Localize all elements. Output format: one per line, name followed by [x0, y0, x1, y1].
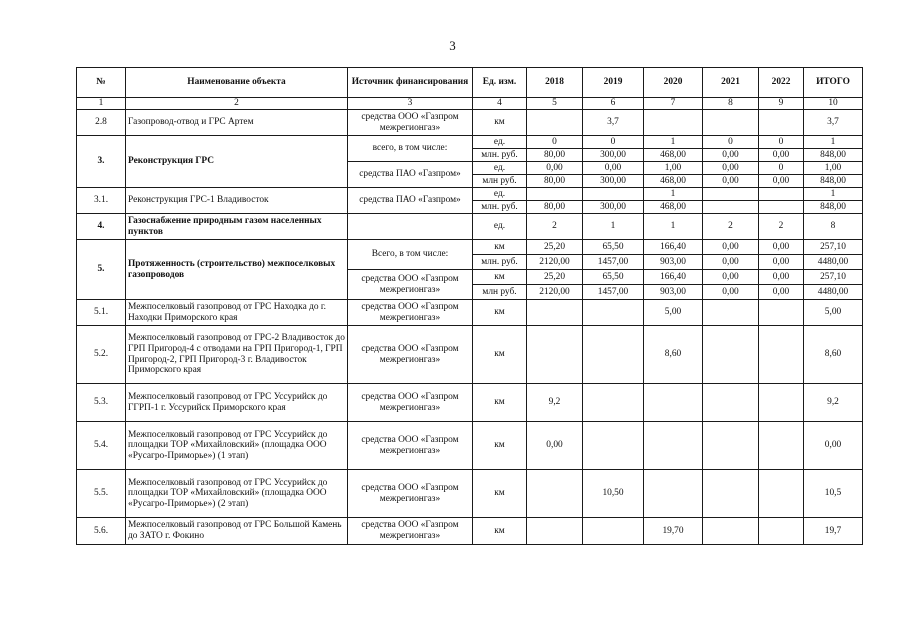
value-2019: 0	[583, 136, 644, 149]
value-2021	[703, 470, 759, 518]
unit: км	[473, 518, 527, 545]
value-2021: 0,00	[703, 149, 759, 162]
value-2019: 65,50	[583, 270, 644, 285]
table-row	[77, 470, 863, 518]
value-2022	[759, 422, 804, 470]
object-name: Межпоселковый газопровод от ГРС-2 Владивосток до ГРП Пригород-4 с отводами на ГРП Пригород-1, ГРП Пригород-2, ГРП Пригород-3 г. Владивосток Приморского края	[126, 326, 348, 384]
unit: км	[473, 270, 527, 285]
value-total: 9,2	[804, 384, 863, 422]
value-2020	[644, 110, 703, 136]
unit: км	[473, 110, 527, 136]
object-name: Газопровод-отвод и ГРС Артем	[126, 110, 348, 136]
unit: км	[473, 326, 527, 384]
table-row	[77, 384, 863, 422]
value-2022: 0,00	[759, 270, 804, 285]
unit: млн руб.	[473, 285, 527, 300]
value-2022: 2	[759, 214, 804, 240]
value-2019	[583, 384, 644, 422]
value-2018: 80,00	[527, 149, 583, 162]
value-2021: 0,00	[703, 175, 759, 188]
value-2021	[703, 422, 759, 470]
value-2020: 903,00	[644, 285, 703, 300]
value-2019: 1	[583, 214, 644, 240]
value-2021	[703, 384, 759, 422]
unit: млн. руб.	[473, 201, 527, 214]
header-row	[77, 68, 863, 98]
funding-source	[348, 214, 473, 240]
row-number: 5.3.	[77, 384, 126, 422]
header-source: Источник финансирования	[348, 68, 473, 98]
value-2019	[583, 326, 644, 384]
row-number: 5.4.	[77, 422, 126, 470]
value-2022	[759, 201, 804, 214]
col-number: 5	[527, 98, 583, 110]
value-2020: 1	[644, 214, 703, 240]
value-2020: 468,00	[644, 201, 703, 214]
unit: ед.	[473, 136, 527, 149]
funding-source: средства ООО «Газпром межрегионгаз»	[348, 422, 473, 470]
value-2018	[527, 470, 583, 518]
col-number: 1	[77, 98, 126, 110]
unit: км	[473, 240, 527, 255]
value-2019: 3,7	[583, 110, 644, 136]
value-total: 257,10	[804, 240, 863, 255]
col-number: 8	[703, 98, 759, 110]
value-2022	[759, 470, 804, 518]
col-number: 2	[126, 98, 348, 110]
row-number: 5.2.	[77, 326, 126, 384]
table-row	[77, 422, 863, 470]
unit: ед.	[473, 214, 527, 240]
row-number: 4.	[77, 214, 126, 240]
value-total: 1	[804, 136, 863, 149]
table-row	[77, 326, 863, 384]
value-2021	[703, 188, 759, 201]
value-total: 5,00	[804, 300, 863, 326]
table-row	[77, 188, 863, 201]
table-row	[77, 240, 863, 255]
funding-source: средства ООО «Газпром межрегионгаз»	[348, 300, 473, 326]
value-total: 4480,00	[804, 285, 863, 300]
value-2022	[759, 188, 804, 201]
value-2019	[583, 422, 644, 470]
row-number: 5.	[77, 240, 126, 300]
funding-source: средства ООО «Газпром межрегионгаз»	[348, 518, 473, 545]
object-name: Межпоселковый газопровод от ГРС Большой Камень до ЗАТО г. Фокино	[126, 518, 348, 545]
value-2022	[759, 518, 804, 545]
value-2022: 0,00	[759, 285, 804, 300]
value-2020: 19,70	[644, 518, 703, 545]
row-number: 5.5.	[77, 470, 126, 518]
value-total: 257,10	[804, 270, 863, 285]
value-2018	[527, 188, 583, 201]
header-2018: 2018	[527, 68, 583, 98]
value-2019: 300,00	[583, 201, 644, 214]
unit: км	[473, 422, 527, 470]
value-2018: 80,00	[527, 201, 583, 214]
value-total: 848,00	[804, 201, 863, 214]
header-2022: 2022	[759, 68, 804, 98]
unit: млн. руб.	[473, 255, 527, 270]
col-number: 10	[804, 98, 863, 110]
row-number: 2.8	[77, 110, 126, 136]
table-row	[77, 214, 863, 240]
value-2018: 0,00	[527, 162, 583, 175]
value-2018: 0,00	[527, 422, 583, 470]
value-total: 4480,00	[804, 255, 863, 270]
value-2018: 2120,00	[527, 255, 583, 270]
header-total: ИТОГО	[804, 68, 863, 98]
value-2022: 0	[759, 136, 804, 149]
value-2021: 0,00	[703, 240, 759, 255]
value-2018: 80,00	[527, 175, 583, 188]
table-row	[77, 300, 863, 326]
object-name: Реконструкция ГРС	[126, 136, 348, 188]
unit: ед.	[473, 188, 527, 201]
header-no: №	[77, 68, 126, 98]
value-2020: 468,00	[644, 175, 703, 188]
value-2018: 9,2	[527, 384, 583, 422]
value-2019	[583, 300, 644, 326]
object-name: Протяженность (строительство) межпоселковых газопроводов	[126, 240, 348, 300]
col-number: 3	[348, 98, 473, 110]
funding-source: средства ООО «Газпром межрегионгаз»	[348, 270, 473, 300]
value-2019: 300,00	[583, 149, 644, 162]
value-2022: 0	[759, 162, 804, 175]
value-total: 8	[804, 214, 863, 240]
value-2020: 166,40	[644, 270, 703, 285]
value-2018	[527, 300, 583, 326]
funding-source: средства ПАО «Газпром»	[348, 188, 473, 214]
value-2021: 2	[703, 214, 759, 240]
value-2018	[527, 326, 583, 384]
value-total: 848,00	[804, 149, 863, 162]
value-total: 8,60	[804, 326, 863, 384]
value-2022: 0,00	[759, 240, 804, 255]
row-number: 3.	[77, 136, 126, 188]
value-2018: 2120,00	[527, 285, 583, 300]
header-2020: 2020	[644, 68, 703, 98]
value-2019: 65,50	[583, 240, 644, 255]
unit: ед.	[473, 162, 527, 175]
object-name: Газоснабжение природным газом населенных пунктов	[126, 214, 348, 240]
value-2019: 0,00	[583, 162, 644, 175]
page-number: 3	[449, 38, 456, 53]
value-2021: 0,00	[703, 255, 759, 270]
value-2021	[703, 110, 759, 136]
value-2020: 1	[644, 188, 703, 201]
funding-source: средства ООО «Газпром межрегионгаз»	[348, 326, 473, 384]
value-2018: 25,20	[527, 240, 583, 255]
header-2021: 2021	[703, 68, 759, 98]
value-2018: 2	[527, 214, 583, 240]
unit: км	[473, 300, 527, 326]
table-row	[77, 518, 863, 545]
header-name: Наименование объекта	[126, 68, 348, 98]
header-unit: Ед. изм.	[473, 68, 527, 98]
object-name: Межпоселковый газопровод от ГРС Уссурийск до площадки ТОР «Михайловский» (площадка ООО «Русагро-Приморье») (1 этап)	[126, 422, 348, 470]
value-total: 1	[804, 188, 863, 201]
gas-program-table	[76, 67, 863, 545]
value-2020	[644, 384, 703, 422]
col-number: 4	[473, 98, 527, 110]
value-2020: 1	[644, 136, 703, 149]
value-2019	[583, 518, 644, 545]
value-2022	[759, 110, 804, 136]
object-name: Межпоселковый газопровод от ГРС Находка до г. Находки Приморского края	[126, 300, 348, 326]
value-2018	[527, 518, 583, 545]
table-row	[77, 136, 863, 149]
value-total: 0,00	[804, 422, 863, 470]
value-2022	[759, 326, 804, 384]
value-total: 848,00	[804, 175, 863, 188]
value-2021: 0,00	[703, 270, 759, 285]
value-2020: 8,60	[644, 326, 703, 384]
col-number: 6	[583, 98, 644, 110]
col-number: 9	[759, 98, 804, 110]
funding-source: средства ООО «Газпром межрегионгаз»	[348, 110, 473, 136]
value-2022: 0,00	[759, 175, 804, 188]
object-name: Реконструкция ГРС-1 Владивосток	[126, 188, 348, 214]
value-2020	[644, 422, 703, 470]
value-2019: 300,00	[583, 175, 644, 188]
value-total: 1,00	[804, 162, 863, 175]
value-2022	[759, 300, 804, 326]
value-2020: 1,00	[644, 162, 703, 175]
value-total: 3,7	[804, 110, 863, 136]
value-2021	[703, 518, 759, 545]
value-2020: 5,00	[644, 300, 703, 326]
funding-source: средства ООО «Газпром межрегионгаз»	[348, 384, 473, 422]
header-2019: 2019	[583, 68, 644, 98]
unit: млн. руб.	[473, 149, 527, 162]
column-number-row	[77, 98, 863, 110]
funding-source: средства ПАО «Газпром»	[348, 162, 473, 188]
value-2021	[703, 201, 759, 214]
value-2019	[583, 188, 644, 201]
value-2019: 1457,00	[583, 255, 644, 270]
value-2018: 0	[527, 136, 583, 149]
value-total: 19,7	[804, 518, 863, 545]
value-2021: 0,00	[703, 162, 759, 175]
col-number: 7	[644, 98, 703, 110]
value-2019: 10,50	[583, 470, 644, 518]
funding-source: Всего, в том числе:	[348, 240, 473, 270]
unit: км	[473, 470, 527, 518]
value-2021: 0	[703, 136, 759, 149]
funding-source: всего, в том числе:	[348, 136, 473, 162]
object-name: Межпоселковый газопровод от ГРС Уссурийск до ГГРП-1 г. Уссурийск Приморского края	[126, 384, 348, 422]
unit: млн руб.	[473, 175, 527, 188]
value-2021	[703, 300, 759, 326]
object-name: Межпоселковый газопровод от ГРС Уссурийск до площадки ТОР «Михайловский» (площадка ООО «Русагро-Приморье») (2 этап)	[126, 470, 348, 518]
value-2020	[644, 470, 703, 518]
value-2018: 25,20	[527, 270, 583, 285]
row-number: 5.6.	[77, 518, 126, 545]
value-2022	[759, 384, 804, 422]
value-2022: 0,00	[759, 255, 804, 270]
row-number: 3.1.	[77, 188, 126, 214]
funding-source: средства ООО «Газпром межрегионгаз»	[348, 470, 473, 518]
value-2020: 903,00	[644, 255, 703, 270]
value-2021: 0,00	[703, 285, 759, 300]
value-2022: 0,00	[759, 149, 804, 162]
value-2021	[703, 326, 759, 384]
value-2020: 166,40	[644, 240, 703, 255]
value-2019: 1457,00	[583, 285, 644, 300]
value-2018	[527, 110, 583, 136]
table-row	[77, 110, 863, 136]
value-total: 10,5	[804, 470, 863, 518]
unit: км	[473, 384, 527, 422]
row-number: 5.1.	[77, 300, 126, 326]
value-2020: 468,00	[644, 149, 703, 162]
